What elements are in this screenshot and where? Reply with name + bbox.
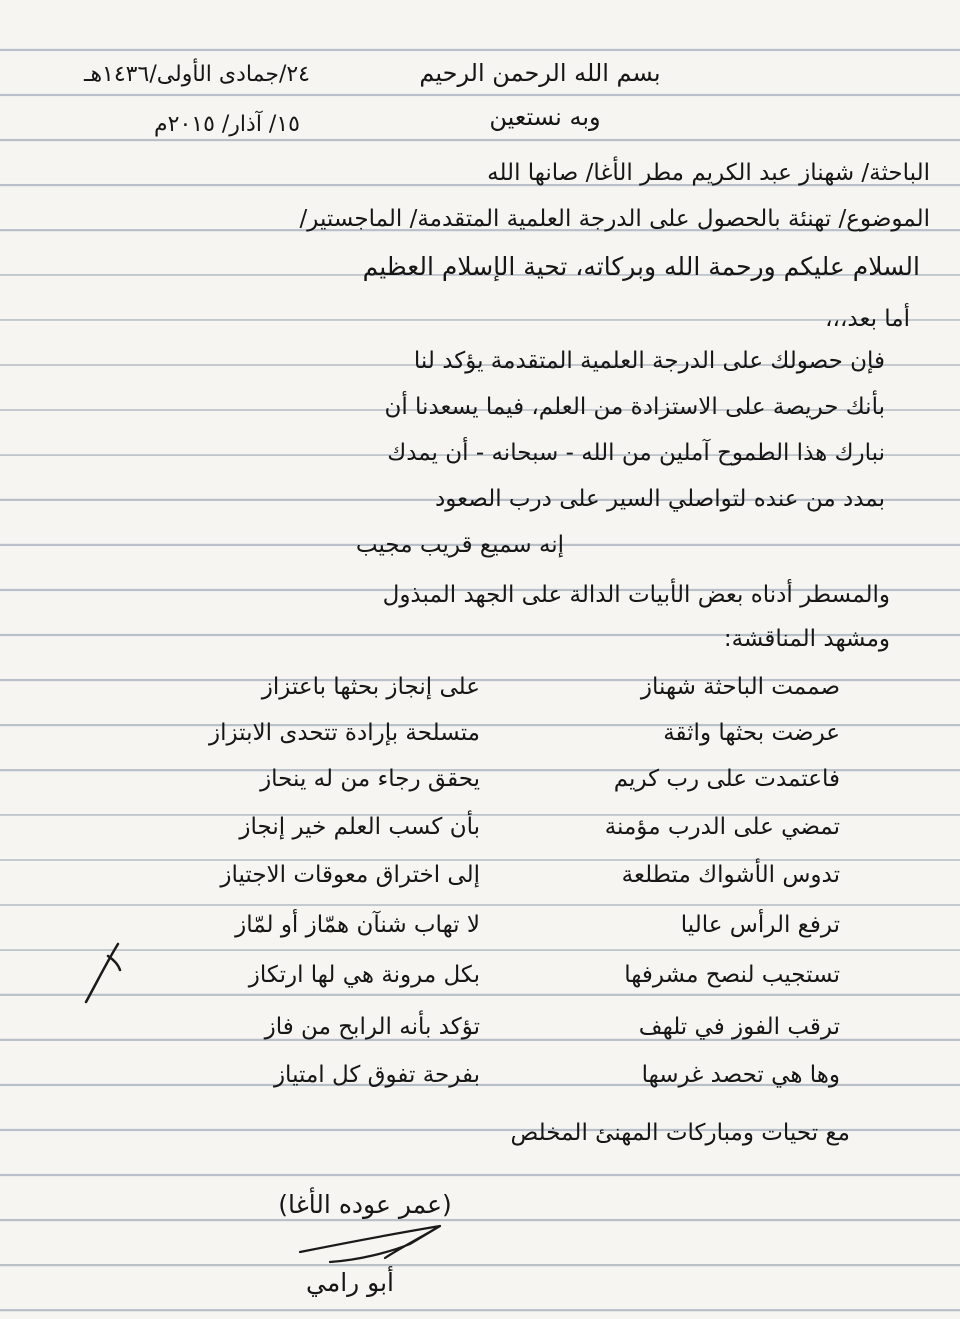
body-line: بمدد من عنده لتواصلي السير على درب الصعود (435, 486, 885, 512)
margin-scribble (78, 940, 128, 1010)
basmala: بسم الله الرحمن الرحيم (419, 59, 661, 87)
gregorian-date: ١٥/ آذار/ ٢٠١٥م (154, 112, 300, 137)
verse-left: بكل مرونة هي لها ارتكاز (248, 962, 480, 988)
verse-right: وها هي تحصد غرسها (641, 1062, 840, 1088)
intro-line: ومشهد المناقشة: (723, 626, 890, 652)
verse-left: يحقق رجاء من له ينحاز (260, 766, 480, 792)
verse-left: بفرحة تفوق كل امتياز (273, 1062, 480, 1088)
intro-line: والمسطر أدناه بعض الأبيات الدالة على الجهد المبذول (382, 582, 890, 608)
verse-left: متسلحة بإرادة تتحدى الابتزاز (208, 720, 480, 746)
body-line: بأنك حريصة على الاستزادة من العلم، فيما يسعدنا أن (384, 394, 885, 420)
opening-line: أما بعد،،، (825, 306, 910, 332)
verse-right: عرضت بحثها واثقة (663, 720, 840, 746)
verse-right: صممت الباحثة شهناز (640, 674, 840, 700)
body-line: فإن حصولك على الدرجة العلمية المتقدمة يؤكد لنا (413, 348, 885, 374)
verse-left: لا تهاب شنآن همّاز أو لمّاز (235, 912, 480, 938)
verse-left: على إنجاز بحثها باعتزاز (261, 674, 480, 700)
subtitle: وبه نستعين (489, 103, 601, 131)
body-line: إنه سميع قريب مجيب (355, 532, 565, 558)
verse-right: تدوس الأشواك متطلعة (621, 862, 840, 888)
verse-left: إلى اختراق معوقات الاجتياز (220, 862, 480, 888)
verse-right: تستجيب لنصح مشرفها (624, 962, 840, 988)
verse-right: فاعتمدت على رب كريم (613, 766, 840, 792)
hijri-date: ٢٤/جمادى الأولى/١٤٣٦هـ (84, 62, 310, 87)
greeting-line: السلام عليكم ورحمة الله وبركاته، تحية الإسلام العظيم (362, 252, 920, 281)
verse-left: تؤكد بأنه الرابح من فاز (264, 1014, 480, 1040)
verse-left: بأن كسب العلم خير إنجاز (239, 814, 480, 840)
verse-right: ترفع الرأس عاليا (680, 912, 840, 938)
recipient-line: الباحثة/ شهناز عبد الكريم مطر الأغا/ صانها الله (487, 160, 930, 186)
body-line: نبارك هذا الطموح آملين من الله - سبحانه - أن يمدك (387, 440, 885, 466)
subject-line: الموضوع/ تهنئة بالحصول على الدرجة العلمية المتقدمة/ الماجستير/ (299, 206, 930, 232)
verse-right: تمضي على الدرب مؤمنة (604, 814, 840, 840)
signature-alias: أبو رامي (305, 1268, 394, 1297)
closing-line: مع تحيات ومباركات المهنئ المخلص (510, 1120, 850, 1146)
signature-scribble (290, 1218, 490, 1268)
verse-right: ترقب الفوز في تلهف (638, 1014, 840, 1040)
signature-name: (عمر عوده الأغا) (278, 1190, 452, 1219)
